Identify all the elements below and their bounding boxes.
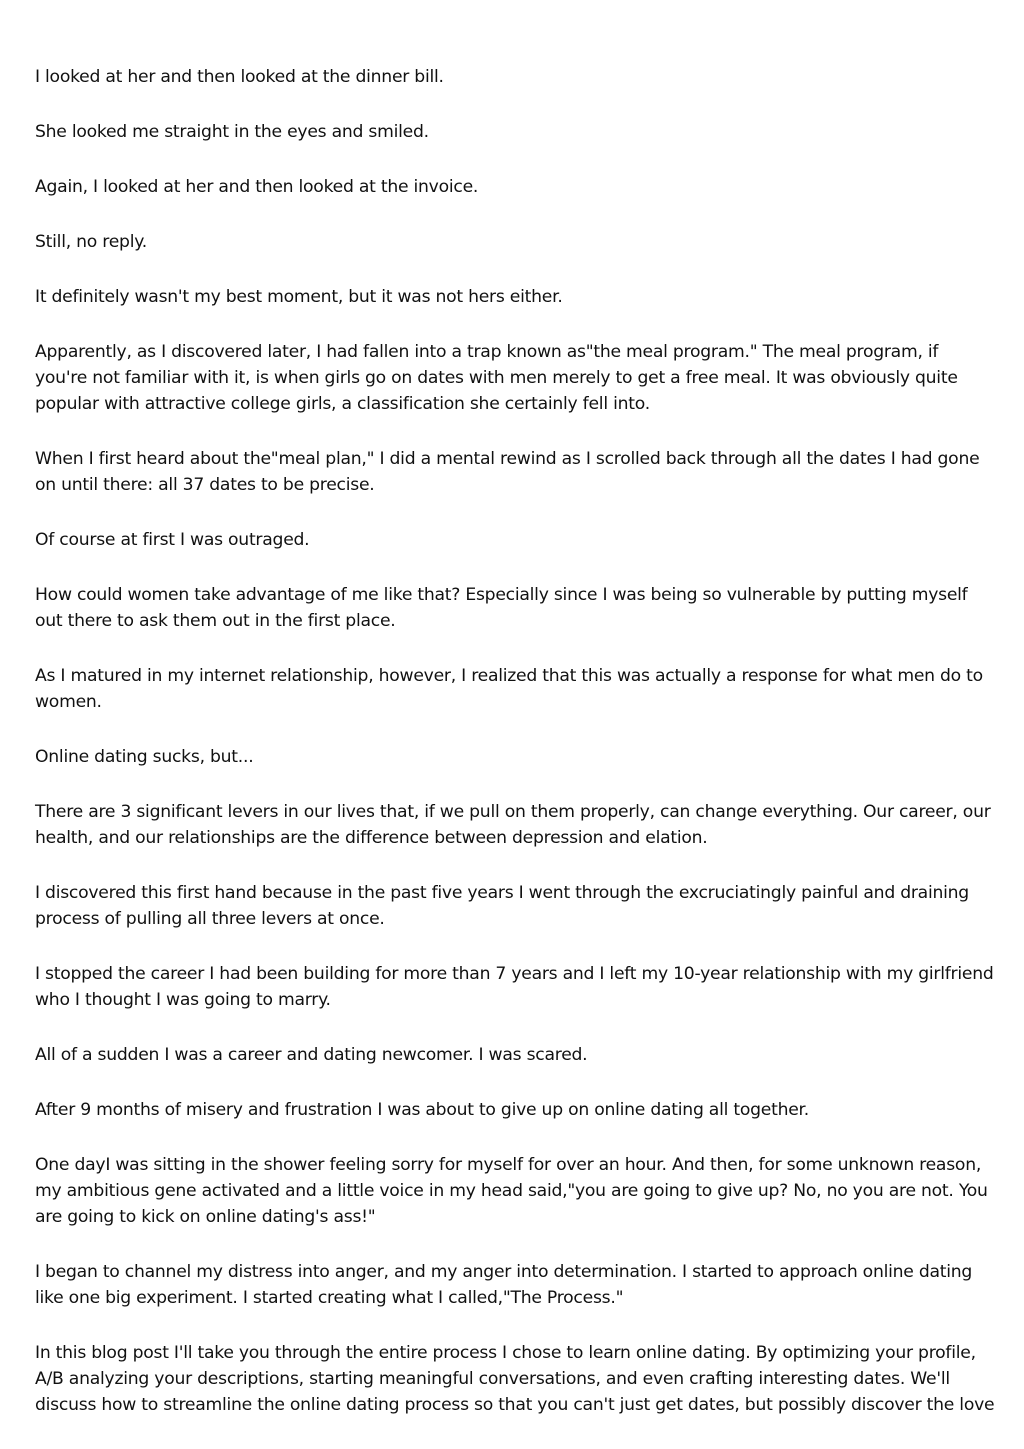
paragraph: After 9 months of misery and frustration I was about to give up on online dating all together.	[35, 1100, 810, 1120]
paragraph: Of course at first I was outraged.	[35, 530, 310, 550]
paragraph: Apparently, as I discovered later, I had fallen into a trap known as"the meal program." The meal program, if you're not familiar with it, is when girls go on dates with men merely to get a free meal. It was obviously quite popular with attractive college girls, a classification she certainly fell into.	[35, 342, 958, 414]
paragraph: Online dating sucks, but...	[35, 747, 254, 767]
paragraph: How could women take advantage of me like that? Especially since I was being so vulnerable by putting myself out there to ask them out in the first place.	[35, 585, 968, 631]
document-body	[35, 64, 995, 1418]
paragraph: It definitely wasn't my best moment, but it was not hers either.	[35, 287, 563, 307]
paragraph: As I matured in my internet relationship, however, I realized that this was actually a response for what men do to women.	[35, 666, 983, 712]
paragraph: I discovered this first hand because in the past five years I went through the excruciatingly painful and draining process of pulling all three levers at once.	[35, 883, 969, 929]
paragraph: Still, no reply.	[35, 232, 147, 252]
paragraph: Again, I looked at her and then looked at the invoice.	[35, 177, 479, 197]
paragraph: I looked at her and then looked at the dinner bill.	[35, 67, 444, 87]
paragraph: I stopped the career I had been building for more than 7 years and I left my 10-year relationship with my girlfriend who I thought I was going to marry.	[35, 964, 994, 1010]
paragraph: When I first heard about the"meal plan," I did a mental rewind as I scrolled back through all the dates I had gone on until there: all 37 dates to be precise.	[35, 449, 980, 495]
paragraph: One dayI was sitting in the shower feeling sorry for myself for over an hour. And then, for some unknown reason, my ambitious gene activated and a little voice in my head said,"you are going to give up? No, no you are not. You are going to kick on online dating's ass!"	[35, 1155, 988, 1227]
paragraph: All of a sudden I was a career and dating newcomer. I was scared.	[35, 1045, 588, 1065]
paragraph: There are 3 significant levers in our lives that, if we pull on them properly, can change everything. Our career, our health, and our relationships are the difference between depression and elation.	[35, 802, 991, 848]
paragraph: She looked me straight in the eyes and smiled.	[35, 122, 429, 142]
paragraph: In this blog post I'll take you through the entire process I chose to learn online dating. By optimizing your profile, A/B analyzing your descriptions, starting meaningful conversations, and even crafting interesting dates. We'll discuss how to streamline the online dating process so that you can't just get dates, but possibly discover the love	[35, 1343, 995, 1415]
paragraph: I began to channel my distress into anger, and my anger into determination. I started to approach online dating like one big experiment. I started creating what I called,"The Process."	[35, 1262, 973, 1308]
